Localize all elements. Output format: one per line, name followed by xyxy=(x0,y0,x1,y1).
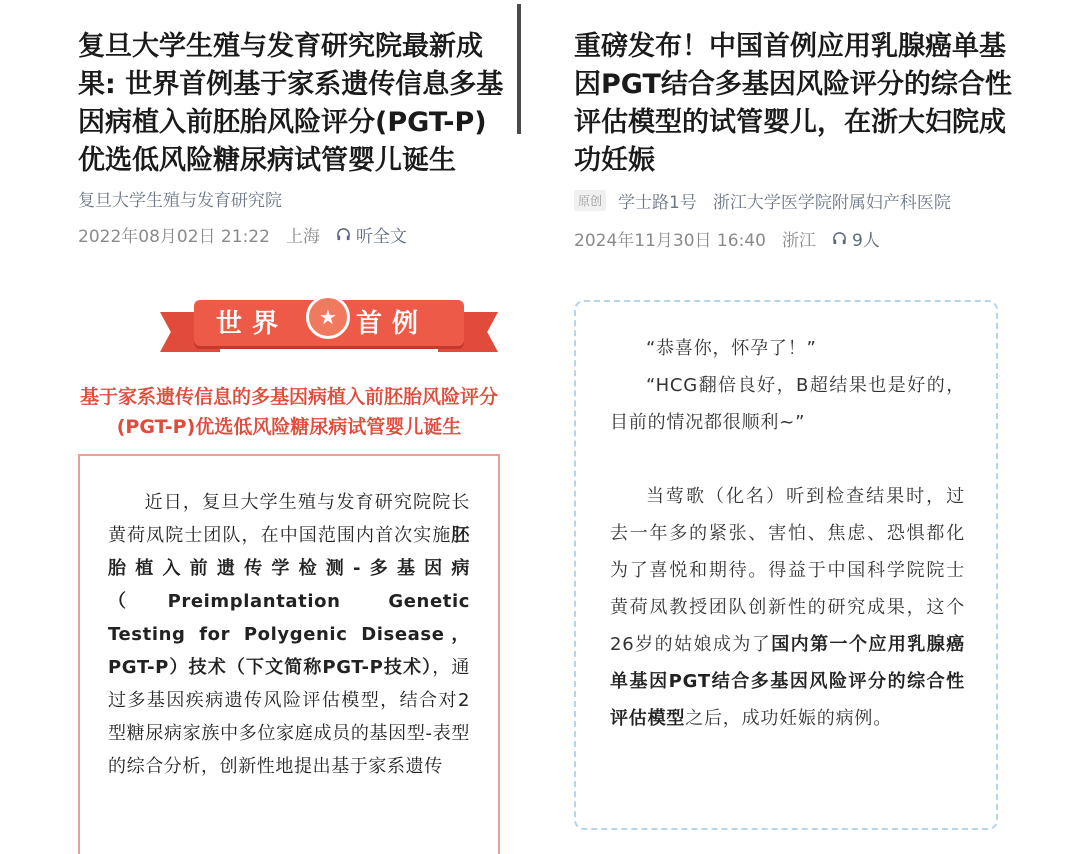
right-body-bold: 国内第一个应用乳腺癌单基因PGT结合多基因风险评分的综合性评估模型 xyxy=(610,634,965,729)
banner-text-left: 世界 xyxy=(216,309,289,339)
listen-count-label: 9人 xyxy=(851,231,880,251)
right-body-text-1: 当莺歌（化名）听到检查结果时，过去一年多的紧张、害怕、焦虑、恐惧都化为了喜悦和期待。得益于中国科学院院士黄荷凤教授团队创新性的研究成果，这个26岁的姑娘成为了 xyxy=(610,486,965,655)
column-divider xyxy=(517,4,521,134)
left-article-title[interactable]: 复旦大学生殖与发育研究院最新成果: 世界首例基于家系遗传信息多基因病植入前胚胎风险评分(PGT-P)优选低风险糖尿病试管婴儿诞生 xyxy=(78,31,504,176)
quote-line-2: “HCG翻倍良好，B超结果也是好的，目前的情况都很顺利~” xyxy=(610,375,965,433)
left-article-date: 2022年08月02日 21:22 xyxy=(78,227,270,247)
right-article-date: 2024年11月30日 16:40 xyxy=(574,231,766,251)
right-article-title[interactable]: 重磅发布！中国首例应用乳腺癌单基因PGT结合多基因风险评分的综合性评估模型的试管婴儿，在浙大妇院成功妊娠 xyxy=(574,31,1012,176)
right-article-source[interactable]: 浙江大学医学院附属妇产科医院 xyxy=(712,193,951,213)
left-body-text-1: 近日，复旦大学生殖与发育研究院院长黄荷凤院士团队，在中国范围内首次实施 xyxy=(108,492,470,546)
right-article-body xyxy=(610,330,965,737)
headphone-icon xyxy=(336,227,351,242)
right-body-text-2: 之后，成功妊娠的病例。 xyxy=(685,708,893,729)
left-article-meta xyxy=(78,222,407,247)
left-article-source[interactable]: 复旦大学生殖与发育研究院 xyxy=(78,191,282,211)
left-article-body xyxy=(108,486,470,783)
quote-line-1: “恭喜你，怀孕了！” xyxy=(646,338,817,359)
right-article-location: 浙江 xyxy=(781,231,816,251)
left-article-location: 上海 xyxy=(285,227,320,247)
listen-full-text-label: 听全文 xyxy=(355,227,407,247)
left-article-subtitle: 基于家系遗传信息的多基因病植入前胚胎风险评分(PGT-P)优选低风险糖尿病试管婴儿诞生 xyxy=(79,386,498,438)
right-body-paragraph xyxy=(610,478,965,737)
original-badge: 原创 xyxy=(574,190,606,211)
star-seal-icon: ★ xyxy=(306,295,350,339)
listen-full-text-button[interactable] xyxy=(336,222,407,247)
headphone-icon xyxy=(832,231,847,246)
listen-count-button[interactable] xyxy=(832,226,880,251)
left-body-text-2: ，通过多基因疾病遗传风险评估模型，结合对2型糖尿病家族中多位家庭成员的基因型-表型的综合分析，创新性地提出基于家系遗传 xyxy=(108,657,471,777)
left-body-bold: 胚胎植入前遗传学检测-多基因病（Preimplantation Genetic Testing for Polygenic Disease，PGT-P）技术（下文简称PGT-P技术） xyxy=(108,525,470,678)
world-first-banner xyxy=(160,290,498,360)
right-article-source-row xyxy=(574,188,951,213)
banner-text-right: 首例 xyxy=(356,309,429,339)
right-article-meta xyxy=(574,226,880,251)
right-article-author[interactable]: 学士路1号 xyxy=(618,193,697,213)
